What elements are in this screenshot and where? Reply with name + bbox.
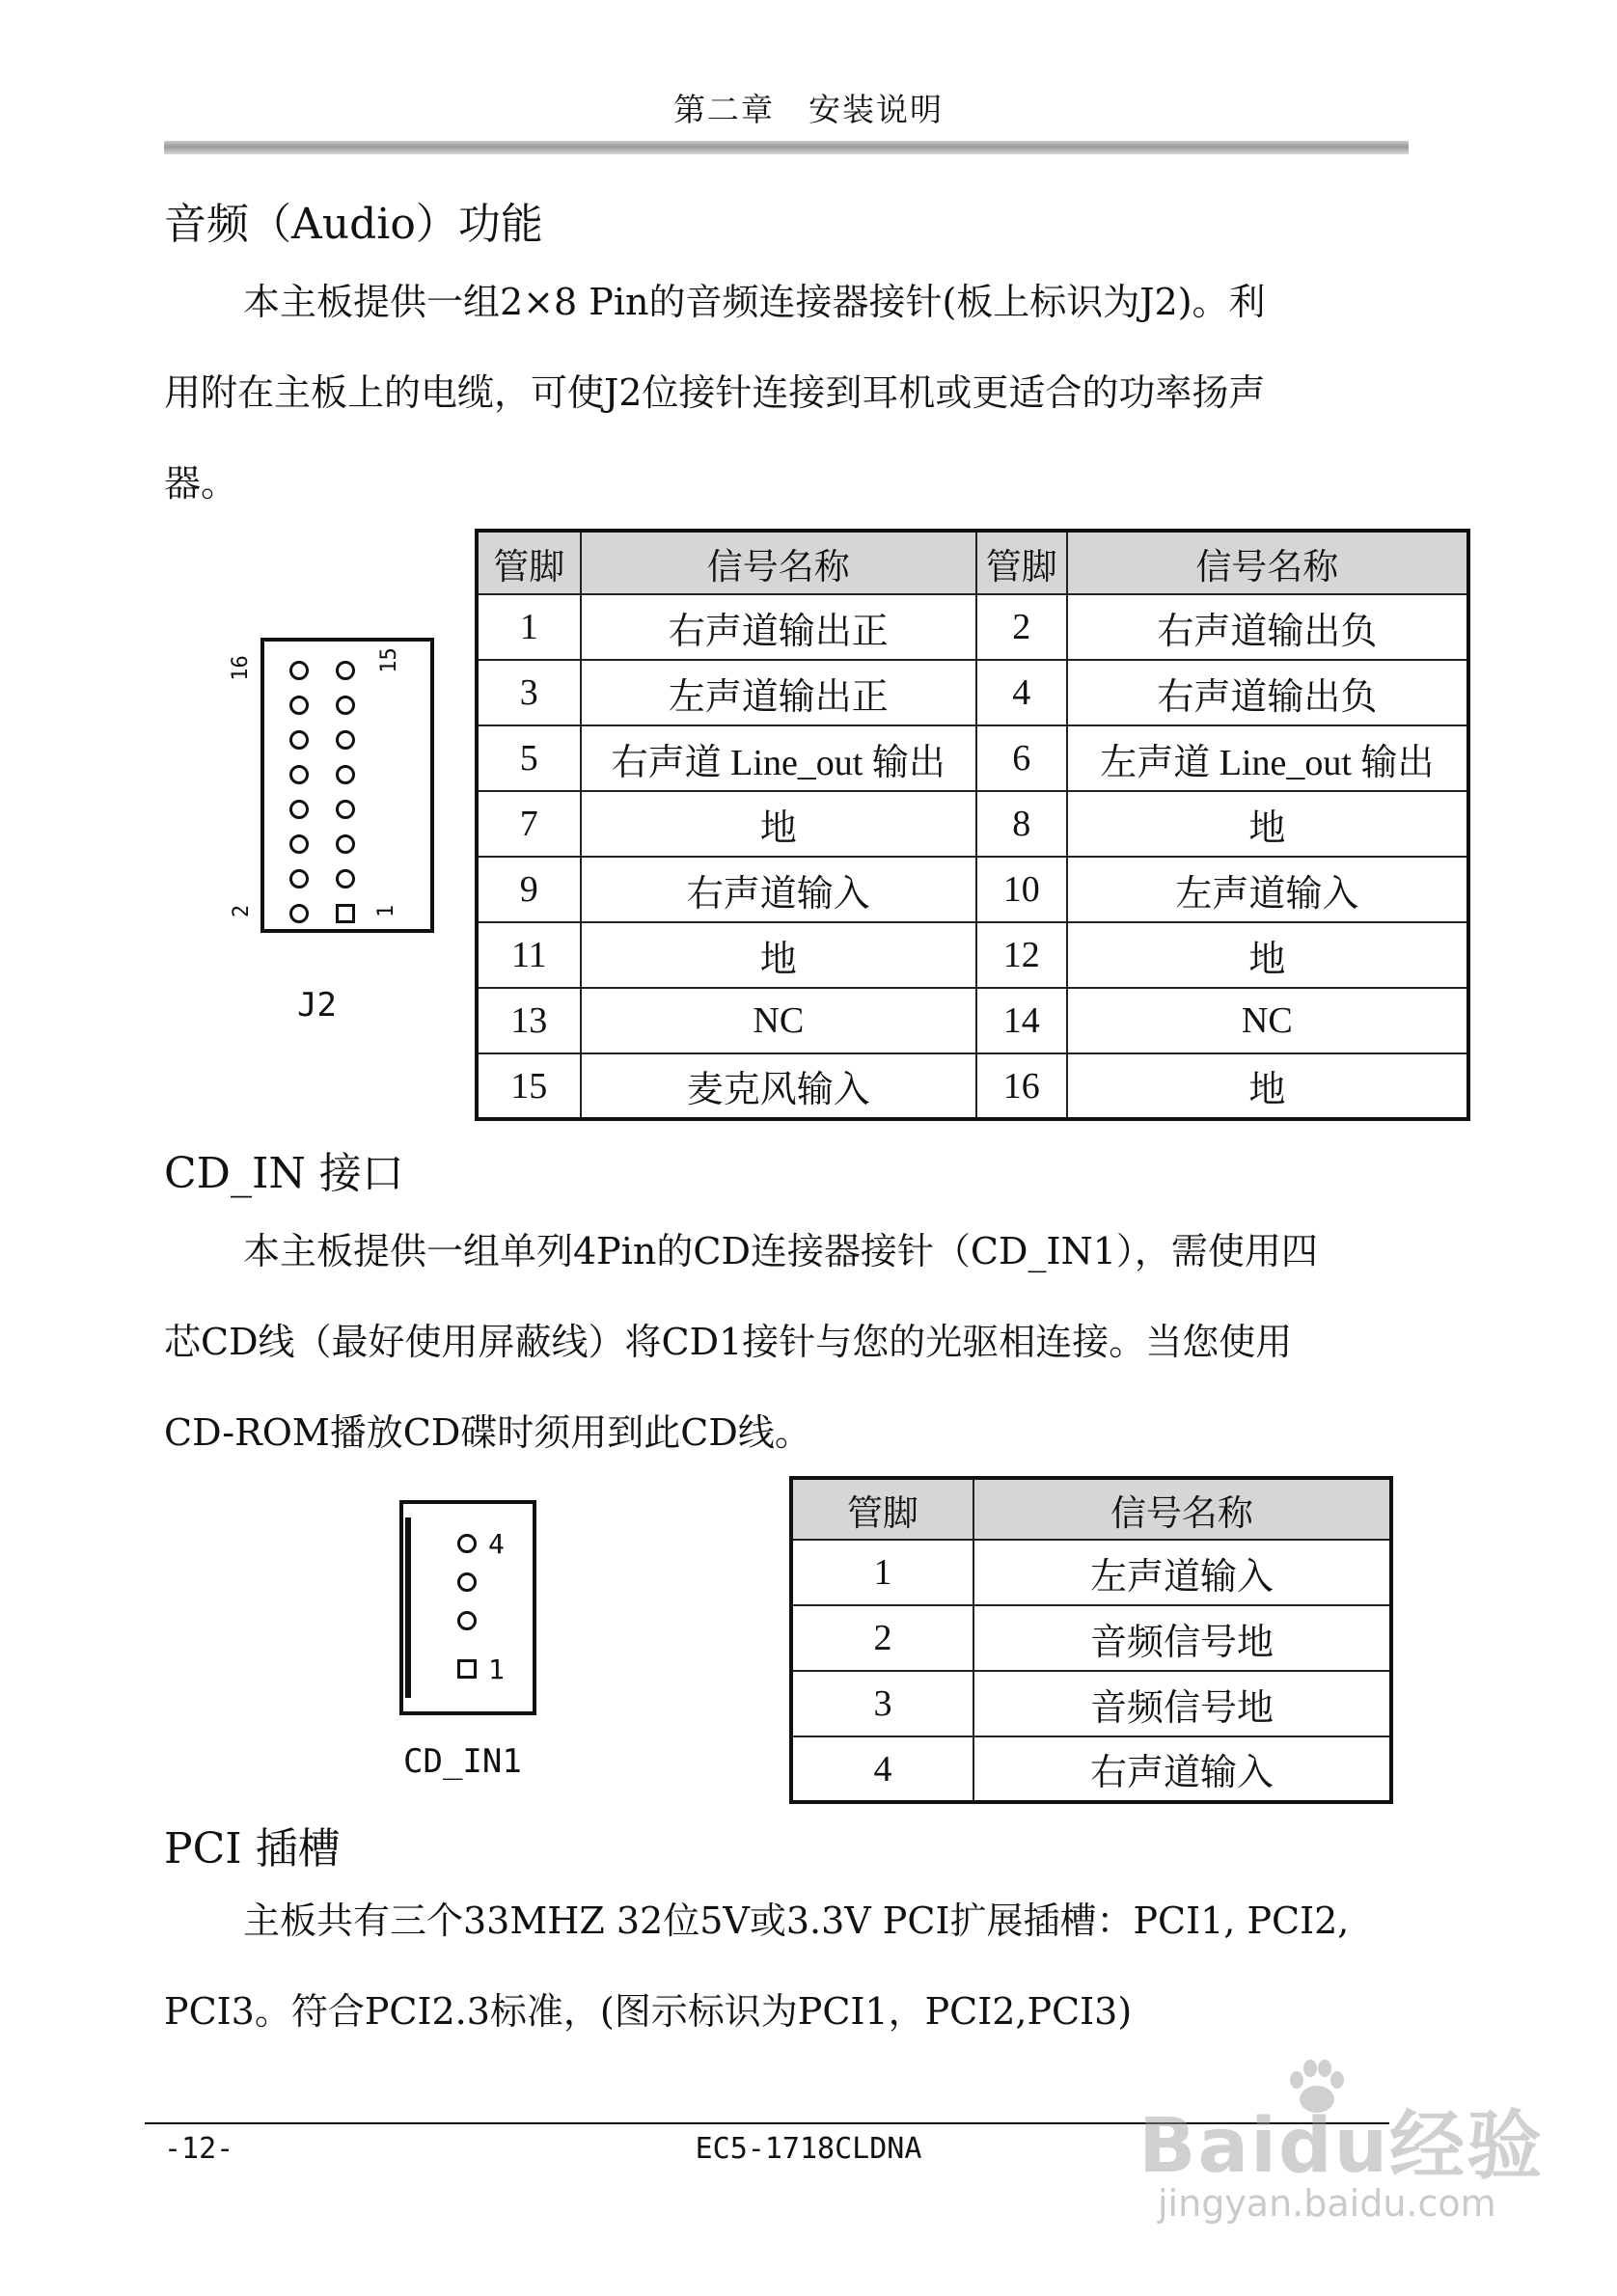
j2-pin-1-square [336,904,355,923]
cdin-paragraph-line-2: 芯CD线（最好使用屏蔽线）将CD1接针与您的光驱相连接。当您使用 [164,1321,1293,1363]
cdin-connector-bar [405,1517,411,1698]
page-number: -12- [164,2132,234,2166]
table-cell: 4 [791,1736,973,1802]
header-pin: 管脚 [477,531,581,594]
table-cell: 13 [477,988,581,1053]
j2-pin [336,696,355,715]
header-signal: 信号名称 [973,1478,1391,1540]
table-cell: 7 [477,791,581,857]
j2-pin [336,661,355,680]
table-cell: 12 [976,922,1067,988]
table-cell: 音频信号地 [973,1671,1391,1736]
j2-connector-outline [260,638,434,933]
j2-caption: J2 [297,986,337,1025]
pci-heading: PCI 插槽 [164,1824,341,1873]
table-cell: 2 [976,594,1067,660]
cdin-caption: CD_IN1 [403,1742,522,1781]
audio-pin-table [475,529,1470,1121]
j2-pin [289,730,309,750]
j2-pin [289,696,309,715]
j2-pin [289,834,309,854]
cdin-connector-outline [399,1500,536,1715]
j2-label-16: 16 [228,655,253,681]
cdin-paragraph-line-3: CD-ROM播放CD碟时须用到此CD线。 [164,1411,811,1454]
audio-heading: 音频（Audio）功能 [164,200,543,249]
table-cell: NC [581,988,976,1053]
table-cell: 4 [976,660,1067,725]
table-row [477,922,1468,988]
table-cell: 10 [976,857,1067,922]
table-cell: 地 [1067,791,1468,857]
j2-label-2: 2 [230,904,255,918]
table-row [791,1671,1391,1736]
cdin-paragraph-line-1: 本主板提供一组单列4Pin的CD连接器接针（CD_IN1），需使用四 [243,1230,1318,1272]
cdin-label-4: 4 [488,1528,505,1560]
j2-pin [289,661,309,680]
j2-pin [336,730,355,750]
table-cell: 8 [976,791,1067,857]
cdin-pin [457,1534,477,1553]
audio-paragraph-line-2: 用附在主板上的电缆，可使J2位接针连接到耳机或更适合的功率扬声 [164,371,1266,414]
table-row [477,791,1468,857]
table-cell: 3 [791,1671,973,1736]
j2-label-15: 15 [376,647,401,673]
table-cell: 右声道 Line_out 输出 [581,725,976,791]
table-header-row [791,1478,1391,1540]
table-cell: 11 [477,922,581,988]
cdin-pin [457,1572,477,1592]
page-header: 第二章 安装说明 [673,91,944,128]
table-cell: 3 [477,660,581,725]
table-cell: 6 [976,725,1067,791]
cdin-heading: CD_IN 接口 [164,1149,404,1198]
table-row [791,1540,1391,1605]
table-cell: 麦克风输入 [581,1053,976,1119]
table-row [477,1053,1468,1119]
j2-label-1: 1 [374,904,399,918]
table-header-row [477,531,1468,594]
table-cell: 地 [1067,922,1468,988]
j2-pin [289,869,309,888]
table-row [477,594,1468,660]
audio-paragraph [164,257,1380,529]
table-cell: 1 [477,594,581,660]
table-cell: NC [1067,988,1468,1053]
j2-pin [289,904,309,923]
cdin-pin-1-square [457,1659,477,1679]
table-row [477,725,1468,791]
header-signal: 信号名称 [1067,531,1468,594]
table-cell: 左声道 Line_out 输出 [1067,725,1468,791]
table-cell: 9 [477,857,581,922]
table-cell: 右声道输出负 [1067,660,1468,725]
table-row [477,857,1468,922]
table-cell: 2 [791,1605,973,1671]
table-cell: 1 [791,1540,973,1605]
pci-paragraph-line-1: 主板共有三个33MHZ 32位5V或3.3V PCI扩展插槽：PCI1, PCI2, [243,1900,1350,1942]
header-signal: 信号名称 [581,531,976,594]
table-row [477,988,1468,1053]
table-cell: 左声道输出正 [581,660,976,725]
j2-pin [289,765,309,784]
table-cell: 地 [1067,1053,1468,1119]
table-row [477,660,1468,725]
j2-pin [336,869,355,888]
table-row [791,1605,1391,1671]
header-pin: 管脚 [791,1478,973,1540]
pci-paragraph [164,1875,1380,2057]
model-number: EC5-1718CLDNA [695,2132,922,2166]
table-cell: 音频信号地 [973,1605,1391,1671]
j2-pin [289,800,309,819]
table-cell: 5 [477,725,581,791]
table-cell: 14 [976,988,1067,1053]
pci-paragraph-line-2: PCI3。符合PCI2.3标准，(图示标识为PCI1，PCI2,PCI3) [164,1990,1133,2033]
cdin-label-1: 1 [488,1654,505,1685]
cdin-paragraph [164,1206,1380,1478]
table-cell: 右声道输入 [973,1736,1391,1802]
watermark-logo: Baidu经验 [1138,2103,1545,2190]
table-cell: 左声道输入 [973,1540,1391,1605]
j2-pin [336,800,355,819]
audio-paragraph-line-3: 器。 [164,462,238,505]
table-cell: 16 [976,1053,1067,1119]
watermark-url: jingyan.baidu.com [1158,2182,1496,2225]
audio-paragraph-line-1: 本主板提供一组2×8 Pin的音频连接器接针(板上标识为J2)。利 [243,281,1266,323]
table-cell: 15 [477,1053,581,1119]
header-pin: 管脚 [976,531,1067,594]
table-cell: 地 [581,922,976,988]
table-cell: 左声道输入 [1067,857,1468,922]
table-cell: 地 [581,791,976,857]
j2-pin [336,834,355,854]
j2-pin [336,765,355,784]
cdin-pin [457,1611,477,1630]
cdin-pin-table [789,1476,1393,1804]
table-cell: 右声道输出负 [1067,594,1468,660]
table-cell: 右声道输入 [581,857,976,922]
table-cell: 右声道输出正 [581,594,976,660]
table-row [791,1736,1391,1802]
header-rule [164,141,1409,154]
